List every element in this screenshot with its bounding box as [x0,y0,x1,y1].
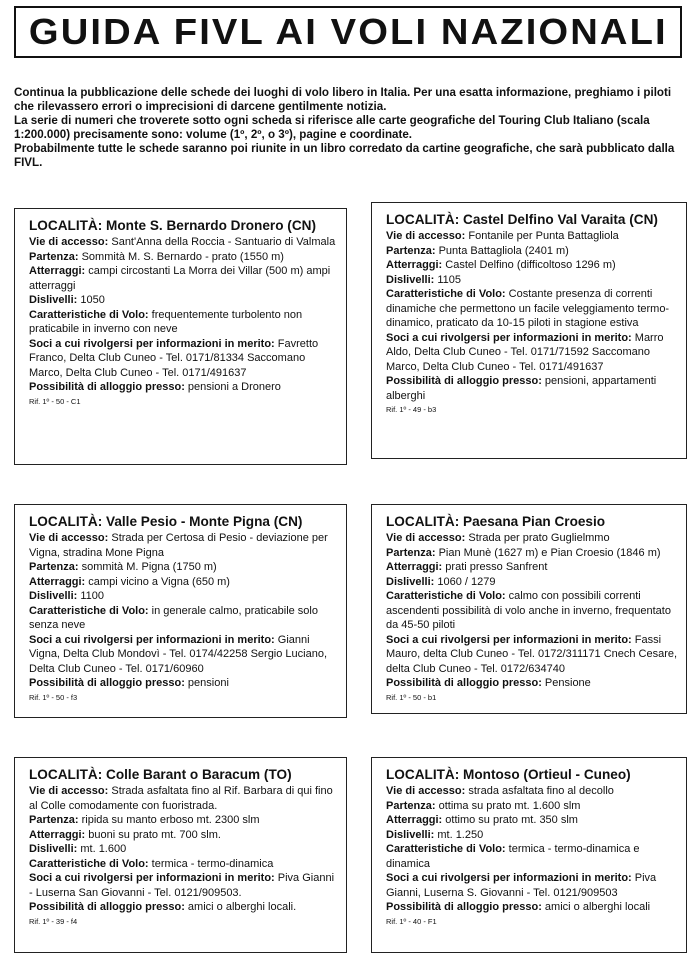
intro-text [14,86,689,170]
field-row [29,575,338,590]
field-label: Soci a cui rivolgersi per informazioni in merito: [29,337,275,350]
field-value: amici o alberghi locali. [187,901,297,913]
field-label: Dislivelli: [29,590,78,602]
field-label: Possibilità di alloggio presso: [386,375,542,387]
field-row [386,828,678,843]
field-value: Castel Delfino (difficoltoso 1296 m) [445,259,616,271]
field-label: Possibilità di alloggio presso: [386,901,542,913]
location-label: LOCALITÀ: [386,767,460,782]
field-label: Caratteristiche di Volo: [29,308,149,321]
field-label: Soci a cui rivolgersi per informazioni in merito: [29,633,275,646]
field-label: Dislivelli: [386,273,435,286]
field-label: Caratteristiche di Volo: [29,604,149,617]
location-heading [386,766,678,783]
field-value: pensioni [187,677,229,689]
field-value: Piva Gianni, Luserna S. Giovanni - Tel. 0121/909503 [386,872,657,899]
field-value: Strada per prato Guglielmmo [468,532,610,544]
field-row [386,676,678,691]
title-box [14,6,682,58]
field-value: Punta Battagliola (2401 m) [438,244,569,257]
field-label: Partenza: [386,799,436,812]
field-row [386,229,678,244]
field-label: Dislivelli: [386,828,435,841]
field-label: Atterraggi: [29,828,86,841]
field-row [386,799,678,814]
field-row [386,374,678,403]
field-label: Atterraggi: [386,561,443,573]
field-label: Soci a cui rivolgersi per informazioni in merito: [29,872,275,884]
field-value: Sant'Anna della Roccia - Santuario di Valmala [111,236,336,248]
map-reference: Rif. 1º - 39 - f4 [29,916,78,926]
field-value: Strada asfaltata fino al Rif. Barbara di qui fino al Colle comodamente con fuoristrada. [29,785,333,812]
field-value: ottima su prato mt. 1.600 slm [438,799,581,812]
site-card-valle-pesio [14,504,347,718]
field-value: Strada per Certosa di Pesio - deviazione per Vigna, stradina Mone Pigna [29,532,328,559]
field-value: Gianni Vigna, Delta Club Mondovì - Tel. 0174/42258 Sergio Luciano, Delta Club Cuneo - Tel. 0171/60960 [29,633,328,675]
field-row [386,842,678,871]
field-label: Vie di accesso: [29,532,109,544]
intro-paragraph: Probabilmente tutte le schede saranno poi riunite in un libro corredato da cartine geografiche, che sarà pubblicato dalla FIVL. [14,142,675,169]
field-label: Partenza: [386,546,436,559]
field-label: Soci a cui rivolgersi per informazioni in merito: [386,633,632,646]
field-value: Pensione [544,677,591,689]
intro-paragraph: Continua la pubblicazione delle schede dei luoghi di volo libero in Italia. Per una esatta informazione, preghiamo i piloti che rilevassero errori o imprecisioni di darcene gentilmente notizia. [14,86,672,113]
field-label: Caratteristiche di Volo: [386,843,506,855]
field-row [29,842,338,857]
field-value: 1105 [437,273,462,286]
field-row [29,828,338,843]
field-label: Possibilità di alloggio presso: [386,677,542,689]
field-label: Caratteristiche di Volo: [386,590,506,602]
field-value: 1100 [80,590,105,602]
field-label: Vie di accesso: [386,230,466,242]
field-value: amici o alberghi locali [544,901,651,913]
field-value: 1060 / 1279 [437,575,496,588]
field-row [29,604,338,633]
site-card-paesana [371,504,687,714]
location-name: Castel Delfino Val Varaita (CN) [463,212,658,227]
location-heading [29,217,338,234]
field-row [386,273,678,288]
map-reference: Rif. 1º - 50 - C1 [29,396,81,406]
field-label: Possibilità di alloggio presso: [29,677,185,689]
field-label: Possibilità di alloggio presso: [29,901,185,913]
field-row [29,676,338,691]
field-label: Caratteristiche di Volo: [29,857,149,870]
field-label: Dislivelli: [29,843,78,855]
field-value: Piva Gianni - Luserna San Giovanni - Tel. 0121/909503. [29,872,335,899]
field-value: termica - termo-dinamica e dinamica [386,843,640,870]
field-label: Atterraggi: [386,814,443,826]
field-label: Atterraggi: [29,265,86,277]
field-row [29,784,338,813]
field-value: campi vicino a Vigna (650 m) [88,575,230,588]
field-label: Partenza: [386,244,436,257]
location-name: Colle Barant o Baracum (TO) [106,767,292,782]
field-label: Atterraggi: [29,575,86,588]
field-row [386,589,678,633]
field-row [29,560,338,575]
field-value: buoni su prato mt. 700 slm. [88,828,221,841]
location-name: Monte S. Bernardo Dronero (CN) [106,218,316,233]
field-row [29,264,338,293]
map-reference: Rif. 1º - 50 - f3 [29,692,78,702]
field-value: Costante presenza di correnti dinamiche che permettono un facile veleggiamento termo-dinamico, praticato da 10-15 piloti in stagione estiva [386,288,670,329]
field-row [386,258,678,273]
location-heading [29,766,338,783]
field-value: Marro Aldo, Delta Club Cuneo - Tel. 0171/71592 Saccomano Marco, Delta Club Cuneo - Tel. 0171/491637 [386,331,664,373]
field-row [386,633,678,677]
field-label: Soci a cui rivolgersi per informazioni in merito: [386,872,632,884]
field-row [29,633,338,677]
field-row [29,293,338,308]
field-row [386,287,678,331]
field-row [29,250,338,265]
field-label: Atterraggi: [386,259,443,271]
field-label: Vie di accesso: [386,532,466,544]
field-row [29,531,338,560]
field-value: mt. 1.600 [80,843,127,855]
field-value: prati presso Sanfrent [445,561,548,573]
field-label: Vie di accesso: [29,785,109,797]
field-value: termica - termo-dinamica [151,857,274,870]
site-card-montoso [371,757,687,953]
field-value: campi circostanti La Morra dei Villar (500 m) ampi atterraggi [29,265,331,292]
field-label: Dislivelli: [386,575,435,588]
field-value: ripida su manto erboso mt. 2300 slm [81,814,260,826]
field-row [29,308,338,337]
field-value: pensioni, appartamenti alberghi [386,375,657,402]
field-value: Pian Munè (1627 m) e Pian Croesio (1846 m) [438,546,661,559]
location-heading [386,513,678,530]
map-reference: Rif. 1º - 50 - b1 [386,692,437,702]
field-label: Partenza: [29,250,79,263]
field-row [386,871,678,900]
field-row [386,546,678,561]
field-value: in generale calmo, praticabile solo senza neve [29,604,318,631]
location-heading [386,211,678,228]
field-label: Partenza: [29,814,79,826]
location-label: LOCALITÀ: [29,767,103,782]
field-row [386,813,678,828]
location-name: Paesana Pian Croesio [463,514,606,529]
field-row [29,857,338,872]
field-value: frequentemente turbolento non praticabile in inverno con neve [29,308,303,335]
location-name: Valle Pesio - Monte Pigna (CN) [106,514,303,529]
field-row [29,900,338,915]
field-row [29,871,338,900]
field-label: Possibilità di alloggio presso: [29,381,185,393]
field-row [29,589,338,604]
field-value: sommità M. Pigna (1750 m) [81,561,217,573]
field-row [386,560,678,575]
field-value: Sommità M. S. Bernardo - prato (1550 m) [81,250,284,263]
field-row [29,813,338,828]
field-row [29,337,338,381]
field-value: calmo con possibili correnti ascendenti possibilità di volo anche in inverno, frequentato da 45-50 piloti [386,590,671,631]
location-label: LOCALITÀ: [386,212,460,227]
field-row [386,900,678,915]
location-label: LOCALITÀ: [386,514,460,529]
field-value: Fassi Mauro, delta Club Cuneo - Tel. 0172/311171 Cnech Cesare, delta Club Cuneo - Tel. 0172/634740 [386,633,678,675]
map-reference: Rif. 1º - 49 - b3 [386,405,437,414]
field-value: ottimo su prato mt. 350 slm [445,814,578,826]
field-label: Caratteristiche di Volo: [386,288,506,300]
field-row [29,380,338,395]
location-label: LOCALITÀ: [29,218,103,233]
field-row [386,531,678,546]
field-row [29,235,338,250]
site-card-monte-s-bernardo [14,208,347,465]
field-value: mt. 1.250 [437,828,484,841]
field-row [386,331,678,375]
field-row [386,244,678,259]
field-label: Vie di accesso: [386,785,466,797]
field-label: Partenza: [29,561,79,573]
field-row [386,784,678,799]
field-value: 1050 [80,294,105,306]
field-label: Vie di accesso: [29,236,109,248]
field-value: strada asfaltata fino al decollo [468,785,614,797]
field-value: Fontanile per Punta Battagliola [468,230,619,242]
site-card-castel-delfino [371,202,687,459]
intro-paragraph: La serie di numeri che troverete sotto ogni scheda si riferisce alle carte geografiche del Touring Club Italiano (scala 1:200.000) precisamente sono: volume (1º, 2º, o 3º), pagine e coordinate. [14,114,650,141]
site-card-colle-barant [14,757,347,953]
map-reference: Rif. 1º - 40 - F1 [386,916,437,926]
field-value: Favretto Franco, Delta Club Cuneo - Tel. 0171/81334 Saccomano Marco, Delta Club Cuneo - Tel. 0171/491637 [29,337,319,379]
field-label: Soci a cui rivolgersi per informazioni in merito: [386,331,632,344]
page-title: GUIDA FIVL AI VOLI NAZIONALI [28,11,668,52]
location-heading [29,513,338,530]
field-row [386,575,678,590]
location-label: LOCALITÀ: [29,514,103,529]
location-name: Montoso (Ortieul - Cuneo) [463,767,631,782]
field-value: pensioni a Dronero [187,381,281,393]
field-label: Dislivelli: [29,294,78,306]
